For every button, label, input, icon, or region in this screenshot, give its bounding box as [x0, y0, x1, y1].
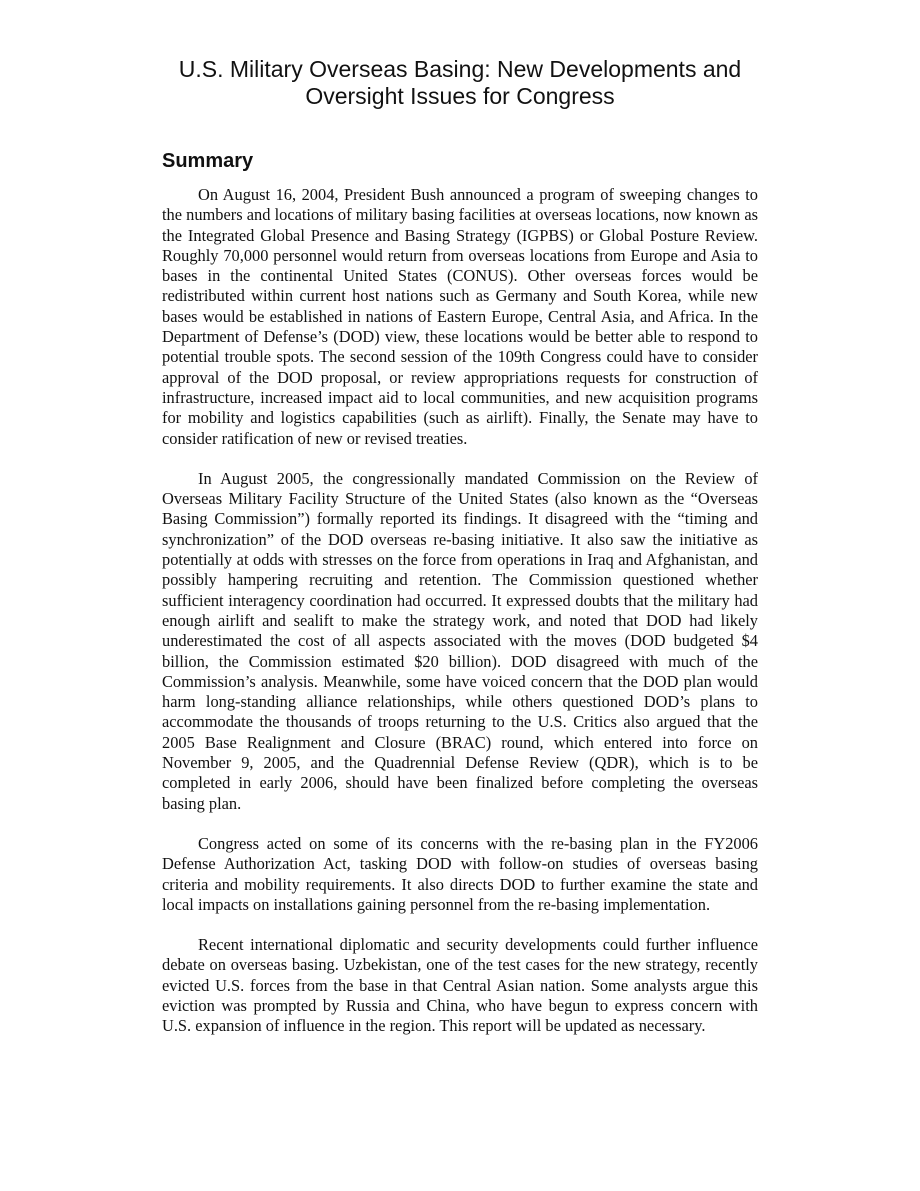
summary-paragraph-3: Congress acted on some of its concerns with the re-basing plan in the FY2006 Defense Authorization Act, tasking DOD with follow-on studies of overseas basing criteria and mobility requirements. It also directs DOD to further examine the state and local impacts on installations gaining personnel from the re-basing implementation.	[162, 833, 758, 914]
document-title-line-1: U.S. Military Overseas Basing: New Developments and	[178, 56, 742, 82]
document-page	[162, 56, 758, 1037]
summary-heading: Summary	[162, 150, 254, 172]
document-title-line-2: Oversight Issues for Congress	[305, 83, 615, 109]
summary-paragraph-1: On August 16, 2004, President Bush announced a program of sweeping changes to the numbers and locations of military basing facilities at overseas locations, now known as the Integrated Global Presence and Basing Strategy (IGPBS) or Global Posture Review. Roughly 70,000 personnel would return from overseas locations from Europe and Asia to bases in the continental United States (CONUS). Other overseas forces would be redistributed within current host nations such as Germany and South Korea, while new bases would be established in nations of Eastern Europe, Central Asia, and Africa. In the Department of Defense’s (DOD) view, these locations would be better able to respond to potential trouble spots. The second session of the 109th Congress could have to consider approval of the DOD proposal, or review appropriations requests for construction of infrastructure, increased impact aid to local communities, and new acquisition programs for mobility and logistics capabilities (such as airlift). Finally, the Senate may have to consider ratification of new or revised treaties.	[162, 185, 758, 448]
summary-paragraph-4: Recent international diplomatic and security developments could further influence debate on overseas basing. Uzbekistan, one of the test cases for the new strategy, recently evicted U.S. forces from the base in that Central Asian nation. Some analysts argue this eviction was prompted by Russia and China, who have begun to express concern with U.S. expansion of influence in the region. This report will be updated as necessary.	[162, 935, 758, 1036]
summary-paragraph-2: In August 2005, the congressionally mandated Commission on the Review of Overseas Military Facility Structure of the United States (also known as the “Overseas Basing Commission”) formally reported its findings. It disagreed with the “timing and synchronization” of the DOD overseas re-basing initiative. It also saw the initiative as potentially at odds with stresses on the force from operations in Iraq and Afghanistan, and possibly hampering recruiting and retention. The Commission questioned whether sufficient interagency coordination had occurred. It expressed doubts that the military had enough airlift and sealift to make the strategy work, and noted that DOD had likely underestimated the cost of all aspects associated with the moves (DOD budgeted $4 billion, the Commission estimated $20 billion). DOD disagreed with much of the Commission’s analysis. Meanwhile, some have voiced concern that the DOD plan would harm long-standing alliance relationships, while others questioned DOD’s plans to accommodate the thousands of troops returning to the U.S. Critics also argued that the 2005 Base Realignment and Closure (BRAC) round, which entered into force on November 9, 2005, and the Quadrennial Defense Review (QDR), which is to be completed in early 2006, should have been finalized before completing the overseas basing plan.	[162, 468, 758, 813]
document-title	[162, 56, 758, 110]
